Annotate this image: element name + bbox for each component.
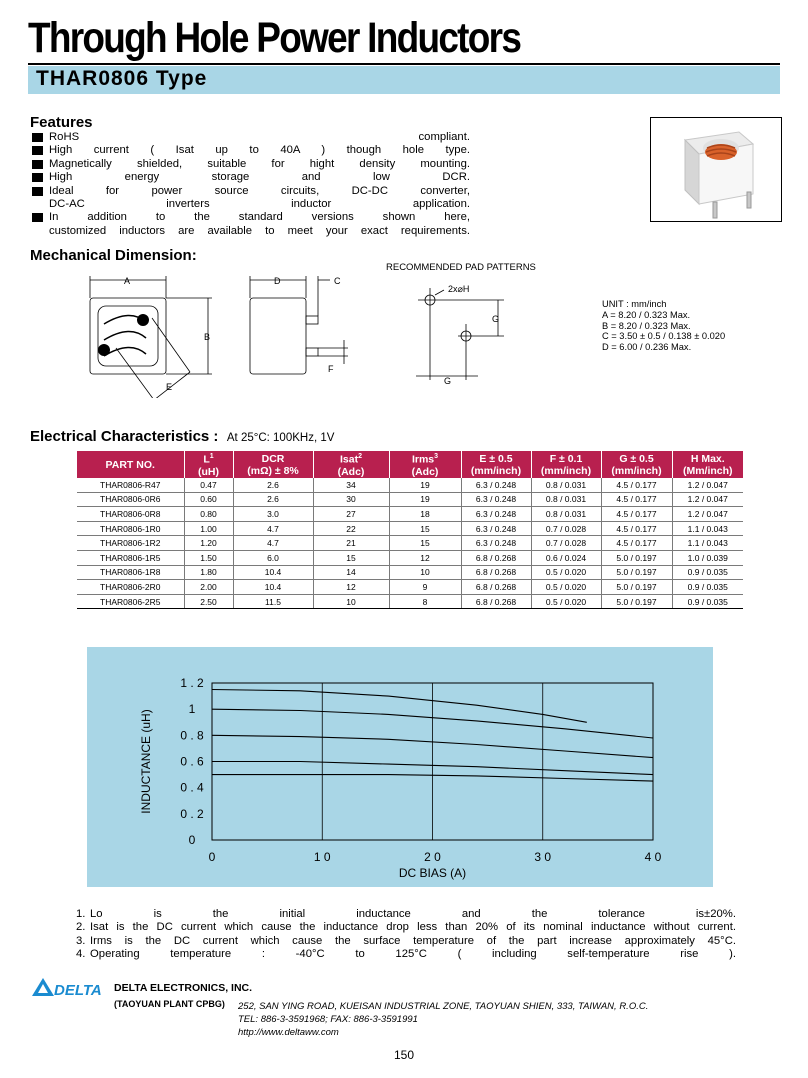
col-h: H Max. (Mm/inch) bbox=[672, 451, 743, 478]
electrical-heading-row bbox=[30, 428, 334, 446]
table-body bbox=[77, 478, 743, 609]
y-tick-label: 0 . 8 bbox=[180, 728, 204, 743]
note-item: 1. Lo is the initial inductance and the tolerance is±20%. bbox=[76, 908, 736, 920]
bullet-icon bbox=[32, 187, 43, 196]
dim-label-e: E bbox=[166, 382, 173, 392]
table-cell: 4.7 bbox=[233, 521, 313, 536]
page-title: Through Hole Power Inductors bbox=[28, 14, 521, 62]
table-cell: 0.8 / 0.031 bbox=[531, 507, 601, 522]
table-cell: 1.50 bbox=[184, 550, 233, 565]
table-cell: 14 bbox=[313, 565, 389, 580]
feature-item: Ideal for power source circuits, DC-DC converter, bbox=[30, 185, 470, 198]
unit-line: UNIT : mm/inch bbox=[602, 299, 667, 309]
table-cell: 21 bbox=[313, 536, 389, 551]
y-tick-label: 0 . 6 bbox=[180, 754, 204, 769]
dim-label-f: F bbox=[328, 364, 334, 374]
company-address bbox=[238, 1000, 648, 1039]
col-irms: Irms$^3$ (Adc) bbox=[389, 451, 461, 478]
table-cell: THAR0806-1R8 bbox=[77, 565, 184, 580]
electrical-table bbox=[77, 451, 743, 609]
delta-logo bbox=[30, 976, 110, 1003]
inductance-chart bbox=[87, 647, 713, 887]
dim-label-b: B bbox=[204, 332, 211, 342]
feature-item: High current ( Isat up to 40A ) though hole type. bbox=[30, 144, 470, 157]
table-cell: 15 bbox=[389, 536, 461, 551]
table-cell: 10.4 bbox=[233, 565, 313, 580]
table-cell: 6.3 / 0.248 bbox=[461, 521, 531, 536]
table-cell: 2.6 bbox=[233, 478, 313, 492]
type-subtitle: THAR0806 Type bbox=[36, 67, 208, 90]
y-tick-label: 0 . 2 bbox=[180, 806, 204, 821]
dimension-drawing bbox=[80, 268, 380, 398]
table-cell: 0.9 / 0.035 bbox=[672, 594, 743, 609]
table-row bbox=[77, 507, 743, 522]
table-cell: 0.9 / 0.035 bbox=[672, 565, 743, 580]
table-cell: 5.0 / 0.197 bbox=[601, 565, 672, 580]
bullet-icon bbox=[32, 133, 43, 142]
pad-label-g-horizontal: G bbox=[444, 376, 452, 386]
table-cell: 4.5 / 0.177 bbox=[601, 507, 672, 522]
col-isat: Isat$^2$ (Adc) bbox=[313, 451, 389, 478]
table-cell: 1.20 bbox=[184, 536, 233, 551]
table-cell: 0.6 / 0.024 bbox=[531, 550, 601, 565]
side-view bbox=[250, 276, 348, 374]
y-tick-label: 1 bbox=[188, 702, 196, 717]
y-tick-label: 1 . 2 bbox=[180, 676, 204, 690]
dim-label-c: C bbox=[334, 276, 341, 286]
col-g: G ± 0.5 (mm/inch) bbox=[601, 451, 672, 478]
table-cell: 6.3 / 0.248 bbox=[461, 478, 531, 492]
table-cell: 22 bbox=[313, 521, 389, 536]
table-cell: 6.8 / 0.268 bbox=[461, 550, 531, 565]
table-cell: 12 bbox=[389, 550, 461, 565]
notes bbox=[76, 908, 736, 961]
note-item: 2. Isat is the DC current which cause the inductance drop less than 20% of its nominal inductance without current. bbox=[76, 921, 736, 934]
table-cell: 6.3 / 0.248 bbox=[461, 492, 531, 507]
table-cell: 6.3 / 0.248 bbox=[461, 536, 531, 551]
table-cell: 4.5 / 0.177 bbox=[601, 478, 672, 492]
plant-name: (TAOYUAN PLANT CPBG) bbox=[114, 999, 225, 1009]
table-row bbox=[77, 580, 743, 595]
table-row bbox=[77, 521, 743, 536]
table-cell: 1.0 / 0.039 bbox=[672, 550, 743, 565]
x-tick-label: 4 0 bbox=[644, 850, 662, 864]
pad-label-h: 2x⌀H bbox=[448, 284, 470, 294]
table-cell: 6.8 / 0.268 bbox=[461, 565, 531, 580]
col-part-no: PART NO. bbox=[77, 451, 184, 478]
table-cell: 1.2 / 0.047 bbox=[672, 478, 743, 492]
col-f: F ± 0.1 (mm/inch) bbox=[531, 451, 601, 478]
table-row bbox=[77, 478, 743, 492]
address-line: 252, SAN YING ROAD, KUEISAN INDUSTRIAL ZONE, TAOYUAN SHIEN, 333, TAIWAN, R.O.C. bbox=[238, 1001, 649, 1012]
feature-item-continued: customized inductors are available to meet your exact requirements. bbox=[49, 224, 470, 237]
table-cell: 8 bbox=[389, 594, 461, 609]
table-cell: 4.7 bbox=[233, 536, 313, 551]
col-e: E ± 0.5 (mm/inch) bbox=[461, 451, 531, 478]
title-rule bbox=[28, 63, 780, 65]
table-cell: 2.50 bbox=[184, 594, 233, 609]
page-number: 150 bbox=[393, 1048, 415, 1062]
y-axis-label: INDUCTANCE (uH) bbox=[139, 709, 153, 814]
note-item: 3. Irms is the DC current which cause the surface temperature of the part increase approximately 45°C. bbox=[76, 934, 736, 947]
table-cell: 6.0 bbox=[233, 550, 313, 565]
feature-item: In addition to the standard versions shown here, bbox=[30, 211, 470, 224]
table-cell: 5.0 / 0.197 bbox=[601, 580, 672, 595]
bullet-icon bbox=[32, 173, 43, 182]
table-cell: 18 bbox=[389, 507, 461, 522]
feature-item-continued: DC-AC inverters inductor application. bbox=[49, 198, 470, 211]
feature-item: High energy storage and low DCR. bbox=[30, 171, 470, 184]
electrical-condition: At 25°C: 100KHz, 1V bbox=[226, 432, 335, 444]
table-cell: 0.8 / 0.031 bbox=[531, 478, 601, 492]
table-cell: THAR0806-2R0 bbox=[77, 580, 184, 595]
table-row bbox=[77, 565, 743, 580]
dim-label-d: D bbox=[274, 276, 281, 286]
unit-line: C = 3.50 ± 0.5 / 0.138 ± 0.020 bbox=[602, 331, 726, 342]
bullet-icon bbox=[32, 213, 43, 222]
y-tick-label: 0 . 4 bbox=[180, 780, 204, 795]
table-cell: 2.6 bbox=[233, 492, 313, 507]
table-cell: 5.0 / 0.197 bbox=[601, 550, 672, 565]
logo-text: DELTA bbox=[54, 982, 102, 998]
table-cell: THAR0806-0R6 bbox=[77, 492, 184, 507]
table-cell: 0.5 / 0.020 bbox=[531, 580, 601, 595]
table-row bbox=[77, 536, 743, 551]
company-name: DELTA ELECTRONICS, INC. bbox=[114, 982, 253, 994]
table-row bbox=[77, 594, 743, 609]
table-cell: 6.8 / 0.268 bbox=[461, 594, 531, 609]
table-cell: 19 bbox=[389, 478, 461, 492]
table-cell: 1.1 / 0.043 bbox=[672, 521, 743, 536]
unit-line: B = 8.20 / 0.323 Max. bbox=[602, 320, 691, 331]
inductance-chart-panel bbox=[87, 647, 713, 887]
pad-pattern-drawing bbox=[408, 280, 508, 390]
features-list bbox=[30, 131, 470, 238]
table-header-row bbox=[77, 451, 743, 478]
x-tick-label: 2 0 bbox=[424, 850, 441, 864]
table-cell: 0.9 / 0.035 bbox=[672, 580, 743, 595]
table-cell: 6.3 / 0.248 bbox=[461, 507, 531, 522]
table-cell: 0.7 / 0.028 bbox=[531, 536, 601, 551]
table-cell: 27 bbox=[313, 507, 389, 522]
x-tick-label: 1 0 bbox=[313, 850, 331, 864]
col-dcr: DCR (mΩ) ± 8% bbox=[233, 451, 313, 478]
table-cell: THAR0806-1R0 bbox=[77, 521, 184, 536]
note-item: 4. Operating temperature : -40°C to 125°C ( including self-temperature rise ). bbox=[76, 947, 736, 960]
feature-item: Magnetically shielded, suitable for hight density mounting. bbox=[30, 158, 470, 171]
table-cell: 4.5 / 0.177 bbox=[601, 521, 672, 536]
y-tick-label: 0 bbox=[188, 833, 196, 847]
unit-line: A = 8.20 / 0.323 Max. bbox=[602, 309, 691, 320]
table-cell: 2.00 bbox=[184, 580, 233, 595]
table-cell: 9 bbox=[389, 580, 461, 595]
table-cell: 1.2 / 0.047 bbox=[672, 507, 743, 522]
bullet-icon bbox=[32, 146, 43, 155]
mechanical-heading: Mechanical Dimension: bbox=[30, 247, 197, 264]
x-axis-label: DC BIAS (A) bbox=[398, 866, 467, 880]
col-l: $L^1$ (uH) bbox=[184, 451, 233, 478]
table-cell: 0.47 bbox=[184, 478, 233, 492]
table-cell: 0.7 / 0.028 bbox=[531, 521, 601, 536]
url-line[interactable]: http://www.deltaww.com bbox=[238, 1027, 339, 1038]
terminal-dot bbox=[98, 344, 110, 356]
table-row bbox=[77, 550, 743, 565]
dim-label-a: A bbox=[124, 276, 131, 286]
table-cell: 1.1 / 0.043 bbox=[672, 536, 743, 551]
table-cell: 34 bbox=[313, 478, 389, 492]
x-tick-label: 3 0 bbox=[534, 850, 552, 864]
table-cell: 1.00 bbox=[184, 521, 233, 536]
table-cell: 10 bbox=[389, 565, 461, 580]
table-row bbox=[77, 492, 743, 507]
pad-label-g-vertical: G bbox=[492, 314, 500, 324]
table-cell: 3.0 bbox=[233, 507, 313, 522]
top-view bbox=[90, 276, 212, 398]
table-cell: 30 bbox=[313, 492, 389, 507]
table-cell: 15 bbox=[313, 550, 389, 565]
table-cell: 0.5 / 0.020 bbox=[531, 594, 601, 609]
table-cell: 0.60 bbox=[184, 492, 233, 507]
table-cell: 19 bbox=[389, 492, 461, 507]
table-cell: 5.0 / 0.197 bbox=[601, 594, 672, 609]
table-cell: 0.5 / 0.020 bbox=[531, 565, 601, 580]
unit-spec bbox=[602, 299, 725, 353]
bullet-icon bbox=[32, 160, 43, 169]
table-cell: 0.80 bbox=[184, 507, 233, 522]
table-cell: 1.2 / 0.047 bbox=[672, 492, 743, 507]
x-tick-label: 0 bbox=[208, 850, 216, 864]
table-cell: 10.4 bbox=[233, 580, 313, 595]
table-cell: 4.5 / 0.177 bbox=[601, 492, 672, 507]
phone-line: TEL: 886-3-3591968; FAX: 886-3-3591991 bbox=[238, 1014, 418, 1025]
inductor-image bbox=[651, 118, 781, 221]
table-cell: 0.8 / 0.031 bbox=[531, 492, 601, 507]
table-cell: THAR0806-R47 bbox=[77, 478, 184, 492]
feature-item: RoHS compliant. bbox=[30, 131, 470, 144]
table-cell: 1.80 bbox=[184, 565, 233, 580]
unit-line: D = 6.00 / 0.236 Max. bbox=[602, 342, 692, 353]
table-cell: 4.5 / 0.177 bbox=[601, 536, 672, 551]
electrical-heading: Electrical Characteristics : bbox=[30, 428, 219, 445]
table-cell: 12 bbox=[313, 580, 389, 595]
table-cell: 11.5 bbox=[233, 594, 313, 609]
pad-patterns-heading: RECOMMENDED PAD PATTERNS bbox=[386, 262, 536, 273]
product-photo bbox=[650, 117, 782, 222]
table-cell: THAR0806-1R5 bbox=[77, 550, 184, 565]
terminal-dot bbox=[137, 314, 149, 326]
features-heading: Features bbox=[30, 114, 93, 131]
table-cell: 10 bbox=[313, 594, 389, 609]
table-cell: 6.8 / 0.268 bbox=[461, 580, 531, 595]
table-cell: THAR0806-1R2 bbox=[77, 536, 184, 551]
table-cell: 15 bbox=[389, 521, 461, 536]
table-cell: THAR0806-2R5 bbox=[77, 594, 184, 609]
table-cell: THAR0806-0R8 bbox=[77, 507, 184, 522]
